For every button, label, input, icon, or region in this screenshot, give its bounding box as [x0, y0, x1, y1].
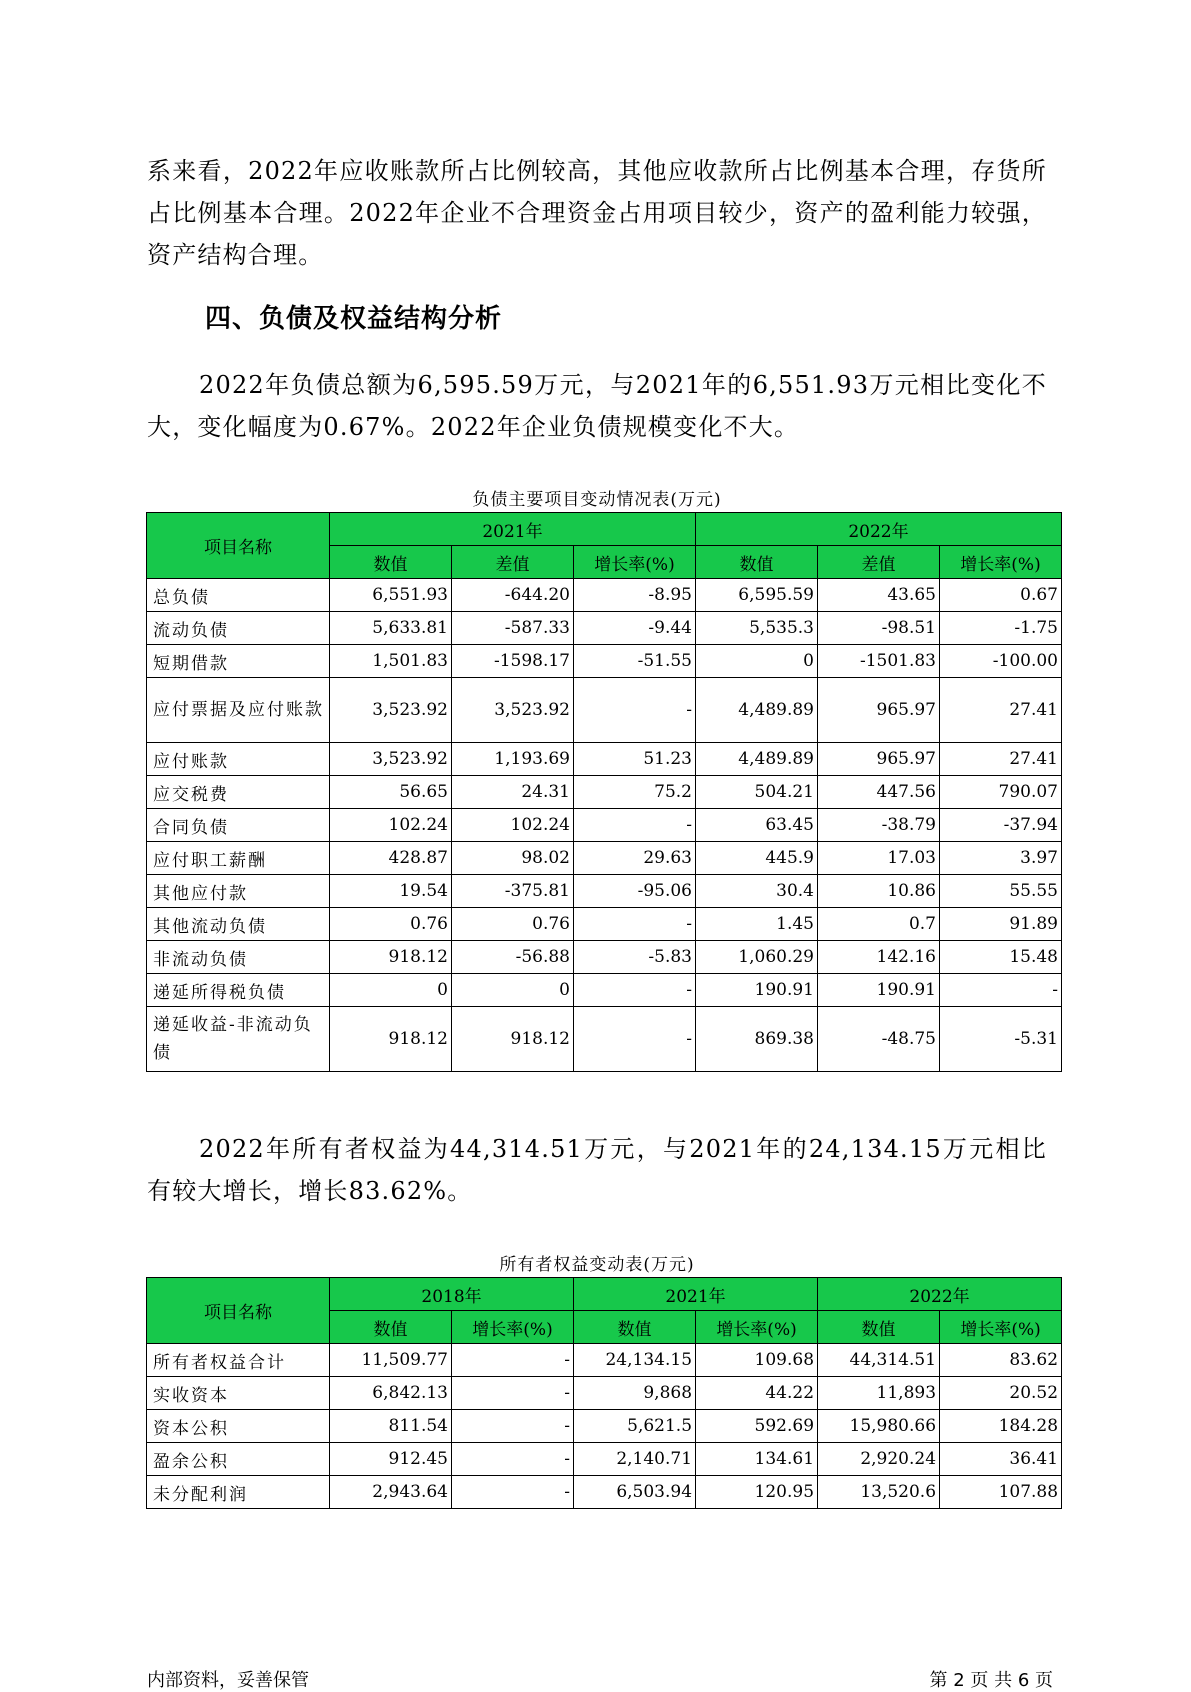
row-label: 未分配利润	[147, 1476, 330, 1509]
cell-c-rate: 83.62	[940, 1344, 1062, 1377]
row-label: 流动负债	[147, 612, 330, 645]
row-label: 盈余公积	[147, 1443, 330, 1476]
cell-b-rate: 109.68	[696, 1344, 818, 1377]
cell-a-rate: -	[574, 908, 696, 941]
cell-a-rate: -	[452, 1344, 574, 1377]
cell-a-diff: -587.33	[452, 612, 574, 645]
cell-a-val: 2,943.64	[330, 1476, 452, 1509]
header-year-2021: 2021年	[330, 513, 696, 546]
cell-a-diff: 0.76	[452, 908, 574, 941]
cell-b-rate: 120.95	[696, 1476, 818, 1509]
table-row	[147, 809, 1062, 842]
cell-b-rate: -5.31	[940, 1007, 1062, 1072]
cell-b-diff: 17.03	[818, 842, 940, 875]
cell-b-diff: 190.91	[818, 974, 940, 1007]
cell-b-val: 4,489.89	[696, 678, 818, 743]
cell-a-val: 102.24	[330, 809, 452, 842]
cell-b-rate: 3.97	[940, 842, 1062, 875]
cell-b-rate: -	[940, 974, 1062, 1007]
table-row	[147, 908, 1062, 941]
header-year-2022: 2022年	[818, 1278, 1062, 1311]
cell-b-rate: -37.94	[940, 809, 1062, 842]
table-row	[147, 1443, 1062, 1476]
cell-b-val: 63.45	[696, 809, 818, 842]
cell-b-diff: -38.79	[818, 809, 940, 842]
header-value: 数值	[330, 546, 452, 579]
header-rate: 增长率(%)	[452, 1311, 574, 1344]
cell-b-diff: -48.75	[818, 1007, 940, 1072]
cell-a-rate: -9.44	[574, 612, 696, 645]
cell-b-rate: -1.75	[940, 612, 1062, 645]
cell-b-rate: -100.00	[940, 645, 1062, 678]
cell-a-val: 0	[330, 974, 452, 1007]
cell-a-diff: 98.02	[452, 842, 574, 875]
row-label: 应交税费	[147, 776, 330, 809]
header-year-2022: 2022年	[696, 513, 1062, 546]
cell-c-val: 2,920.24	[818, 1443, 940, 1476]
cell-a-val: 3,523.92	[330, 678, 452, 743]
row-label: 递延收益-非流动负债	[147, 1007, 330, 1072]
header-item-name: 项目名称	[147, 1278, 330, 1344]
cell-b-diff: 965.97	[818, 678, 940, 743]
cell-c-val: 44,314.51	[818, 1344, 940, 1377]
cell-b-rate: 27.41	[940, 678, 1062, 743]
paragraph-asset-structure: 系来看，2022年应收账款所占比例较高，其他应收款所占比例基本合理，存货所占比例基本合理。2022年企业不合理资金占用项目较少，资产的盈利能力较强，资产结构合理。	[147, 157, 1047, 269]
table-row	[147, 678, 1062, 743]
table-row	[147, 974, 1062, 1007]
cell-b-diff: 43.65	[818, 579, 940, 612]
cell-a-diff: 0	[452, 974, 574, 1007]
cell-b-val: 9,868	[574, 1377, 696, 1410]
cell-b-val: 5,621.5	[574, 1410, 696, 1443]
cell-b-val: 1.45	[696, 908, 818, 941]
cell-a-rate: -	[574, 678, 696, 743]
table2-caption: 所有者权益变动表(万元)	[499, 1255, 695, 1275]
footer-page-number: 第 2 页 共 6 页	[929, 1670, 1053, 1691]
table-row	[147, 1007, 1062, 1072]
header-year-2021: 2021年	[574, 1278, 818, 1311]
table-row	[147, 842, 1062, 875]
cell-b-rate: 0.67	[940, 579, 1062, 612]
cell-a-diff: -56.88	[452, 941, 574, 974]
row-label: 其他流动负债	[147, 908, 330, 941]
table-row	[147, 1377, 1062, 1410]
row-label: 所有者权益合计	[147, 1344, 330, 1377]
cell-b-val: 6,595.59	[696, 579, 818, 612]
row-label: 资本公积	[147, 1410, 330, 1443]
cell-c-val: 11,893	[818, 1377, 940, 1410]
cell-a-val: 5,633.81	[330, 612, 452, 645]
cell-a-val: 811.54	[330, 1410, 452, 1443]
cell-a-rate: -	[452, 1443, 574, 1476]
section-heading: 四、负债及权益结构分析	[205, 304, 503, 334]
header-value: 数值	[696, 546, 818, 579]
cell-a-val: 0.76	[330, 908, 452, 941]
equity-table	[146, 1277, 1062, 1509]
cell-a-diff: 918.12	[452, 1007, 574, 1072]
cell-c-val: 13,520.6	[818, 1476, 940, 1509]
cell-b-val: 2,140.71	[574, 1443, 696, 1476]
cell-b-rate: 27.41	[940, 743, 1062, 776]
cell-b-val: 30.4	[696, 875, 818, 908]
cell-b-val: 869.38	[696, 1007, 818, 1072]
row-label: 递延所得税负债	[147, 974, 330, 1007]
header-rate: 增长率(%)	[940, 546, 1062, 579]
cell-a-val: 428.87	[330, 842, 452, 875]
cell-c-rate: 36.41	[940, 1443, 1062, 1476]
cell-b-diff: -98.51	[818, 612, 940, 645]
cell-a-rate: -8.95	[574, 579, 696, 612]
cell-a-rate: 75.2	[574, 776, 696, 809]
header-rate: 增长率(%)	[940, 1311, 1062, 1344]
table-row	[147, 743, 1062, 776]
cell-b-val: 445.9	[696, 842, 818, 875]
row-label: 短期借款	[147, 645, 330, 678]
row-label: 应付账款	[147, 743, 330, 776]
table-row	[147, 645, 1062, 678]
cell-a-rate: -	[574, 974, 696, 1007]
cell-a-val: 1,501.83	[330, 645, 452, 678]
cell-a-rate: -5.83	[574, 941, 696, 974]
row-label: 合同负债	[147, 809, 330, 842]
cell-a-diff: 1,193.69	[452, 743, 574, 776]
row-label: 非流动负债	[147, 941, 330, 974]
cell-a-val: 56.65	[330, 776, 452, 809]
cell-b-rate: 790.07	[940, 776, 1062, 809]
cell-c-rate: 184.28	[940, 1410, 1062, 1443]
cell-b-diff: 447.56	[818, 776, 940, 809]
cell-b-diff: -1501.83	[818, 645, 940, 678]
cell-c-rate: 107.88	[940, 1476, 1062, 1509]
table-row	[147, 612, 1062, 645]
cell-b-diff: 0.7	[818, 908, 940, 941]
header-rate: 增长率(%)	[574, 546, 696, 579]
cell-a-val: 3,523.92	[330, 743, 452, 776]
cell-b-rate: 592.69	[696, 1410, 818, 1443]
liabilities-table	[146, 512, 1062, 1072]
cell-a-rate: -	[452, 1377, 574, 1410]
cell-a-rate: -	[574, 809, 696, 842]
cell-b-diff: 142.16	[818, 941, 940, 974]
cell-a-val: 6,551.93	[330, 579, 452, 612]
cell-a-diff: -375.81	[452, 875, 574, 908]
cell-a-val: 918.12	[330, 941, 452, 974]
cell-b-rate: 134.61	[696, 1443, 818, 1476]
cell-b-val: 24,134.15	[574, 1344, 696, 1377]
cell-a-rate: -	[452, 1476, 574, 1509]
header-rate: 增长率(%)	[696, 1311, 818, 1344]
cell-b-val: 5,535.3	[696, 612, 818, 645]
footer-confidential: 内部资料，妥善保管	[147, 1670, 309, 1691]
cell-a-val: 19.54	[330, 875, 452, 908]
cell-a-rate: -51.55	[574, 645, 696, 678]
cell-b-val: 4,489.89	[696, 743, 818, 776]
cell-a-val: 912.45	[330, 1443, 452, 1476]
table-row	[147, 875, 1062, 908]
cell-a-diff: 3,523.92	[452, 678, 574, 743]
cell-a-diff: -644.20	[452, 579, 574, 612]
paragraph-liabilities: 2022年负债总额为6,595.59万元，与2021年的6,551.93万元相比变化不大，变化幅度为0.67%。2022年企业负债规模变化不大。	[147, 371, 1047, 441]
cell-a-rate: -	[574, 1007, 696, 1072]
header-value: 数值	[330, 1311, 452, 1344]
header-year-2018: 2018年	[330, 1278, 574, 1311]
header-item-name: 项目名称	[147, 513, 330, 579]
cell-a-rate: -95.06	[574, 875, 696, 908]
cell-b-diff: 965.97	[818, 743, 940, 776]
table1-caption: 负债主要项目变动情况表(万元)	[472, 490, 722, 510]
table-row	[147, 776, 1062, 809]
header-diff: 差值	[818, 546, 940, 579]
paragraph-equity: 2022年所有者权益为44,314.51万元，与2021年的24,134.15万元相比有较大增长，增长83.62%。	[147, 1135, 1047, 1205]
table-row	[147, 1476, 1062, 1509]
cell-b-rate: 91.89	[940, 908, 1062, 941]
cell-b-rate: 15.48	[940, 941, 1062, 974]
row-label: 应付票据及应付账款	[147, 678, 330, 743]
cell-b-val: 0	[696, 645, 818, 678]
table-row	[147, 579, 1062, 612]
header-value: 数值	[818, 1311, 940, 1344]
cell-a-diff: -1598.17	[452, 645, 574, 678]
cell-a-rate: 51.23	[574, 743, 696, 776]
cell-c-rate: 20.52	[940, 1377, 1062, 1410]
cell-a-diff: 24.31	[452, 776, 574, 809]
header-diff: 差值	[452, 546, 574, 579]
cell-b-diff: 10.86	[818, 875, 940, 908]
cell-a-rate: 29.63	[574, 842, 696, 875]
header-value: 数值	[574, 1311, 696, 1344]
cell-b-val: 504.21	[696, 776, 818, 809]
cell-b-rate: 55.55	[940, 875, 1062, 908]
table-row	[147, 941, 1062, 974]
row-label: 总负债	[147, 579, 330, 612]
cell-a-val: 11,509.77	[330, 1344, 452, 1377]
table-row	[147, 1410, 1062, 1443]
cell-c-val: 15,980.66	[818, 1410, 940, 1443]
cell-a-val: 918.12	[330, 1007, 452, 1072]
cell-b-val: 1,060.29	[696, 941, 818, 974]
cell-a-rate: -	[452, 1410, 574, 1443]
cell-b-val: 6,503.94	[574, 1476, 696, 1509]
table-row	[147, 1344, 1062, 1377]
cell-a-val: 6,842.13	[330, 1377, 452, 1410]
cell-a-diff: 102.24	[452, 809, 574, 842]
cell-b-val: 190.91	[696, 974, 818, 1007]
cell-b-rate: 44.22	[696, 1377, 818, 1410]
row-label: 应付职工薪酬	[147, 842, 330, 875]
row-label: 实收资本	[147, 1377, 330, 1410]
row-label: 其他应付款	[147, 875, 330, 908]
